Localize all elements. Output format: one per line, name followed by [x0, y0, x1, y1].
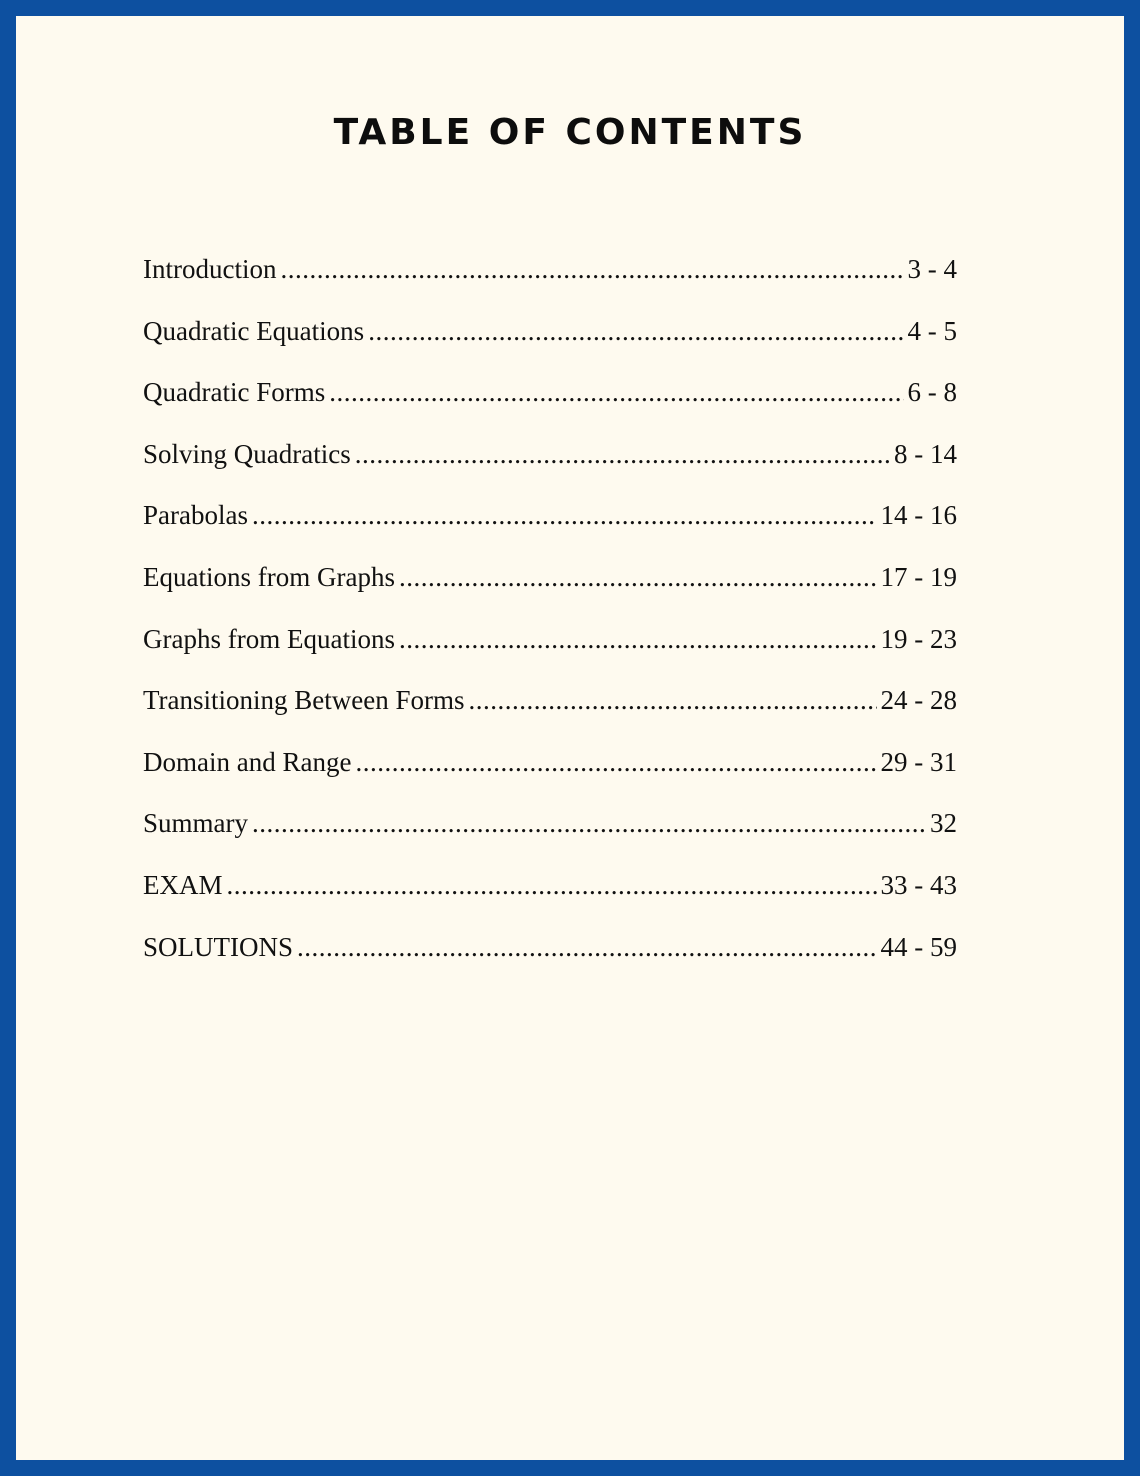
- toc-entry-pages: 8 - 14: [894, 438, 957, 469]
- toc-entry[interactable]: [143, 316, 957, 378]
- toc-entry[interactable]: [143, 439, 957, 501]
- toc-dot-leader: [399, 562, 877, 593]
- toc-entry-label: Summary: [143, 808, 248, 839]
- toc-entry-pages: 3 - 4: [907, 254, 957, 284]
- toc-entry-pages: 33 - 43: [880, 869, 957, 900]
- toc-entry-label: Graphs from Equations: [143, 623, 395, 654]
- toc-entry[interactable]: [143, 932, 957, 994]
- page-title: TABLE OF CONTENTS: [333, 112, 807, 153]
- toc-dot-leader: [252, 500, 877, 531]
- toc-dot-leader: [280, 254, 903, 285]
- toc-entry-pages: 19 - 23: [880, 623, 957, 654]
- toc-entry[interactable]: [143, 624, 957, 686]
- toc-entry-label: Quadratic Forms: [143, 377, 326, 408]
- toc-entry-label: Equations from Graphs: [143, 561, 395, 592]
- toc-dot-leader: [297, 932, 876, 963]
- toc-dot-leader: [329, 377, 903, 408]
- toc-entry-pages: 24 - 28: [880, 685, 957, 716]
- toc-entry-label: Quadratic Equations: [143, 315, 365, 346]
- toc-entry[interactable]: [143, 562, 957, 624]
- toc-entry-label: Solving Quadratics: [143, 438, 351, 469]
- toc-entry-label: EXAM: [143, 869, 223, 900]
- toc-dot-leader: [355, 439, 890, 470]
- toc-entry-pages: 4 - 5: [907, 315, 957, 346]
- toc-entry-label: Introduction: [143, 254, 277, 284]
- toc-entry[interactable]: [143, 808, 957, 870]
- toc-entry[interactable]: [143, 747, 957, 809]
- toc-entry-pages: 29 - 31: [880, 746, 957, 777]
- table-of-contents: [143, 254, 957, 993]
- toc-dot-leader: [368, 316, 903, 347]
- toc-entry-pages: 14 - 16: [880, 500, 957, 531]
- toc-entry-label: SOLUTIONS: [143, 931, 294, 962]
- toc-entry[interactable]: [143, 254, 957, 316]
- toc-dot-leader: [252, 808, 926, 839]
- toc-entry-label: Domain and Range: [143, 746, 352, 777]
- toc-dot-leader: [469, 685, 877, 716]
- toc-entry-pages: 32: [930, 808, 957, 839]
- toc-entry-label: Transitioning Between Forms: [143, 685, 465, 716]
- toc-dot-leader: [227, 870, 877, 901]
- toc-dot-leader: [399, 624, 877, 655]
- toc-entry[interactable]: [143, 500, 957, 562]
- toc-entry-pages: 6 - 8: [907, 377, 957, 408]
- toc-dot-leader: [355, 747, 876, 778]
- toc-entry-label: Parabolas: [143, 500, 248, 531]
- toc-entry[interactable]: [143, 685, 957, 747]
- toc-entry-pages: 17 - 19: [880, 561, 957, 592]
- toc-entry[interactable]: [143, 870, 957, 932]
- toc-entry-pages: 44 - 59: [880, 931, 957, 962]
- toc-entry[interactable]: [143, 377, 957, 439]
